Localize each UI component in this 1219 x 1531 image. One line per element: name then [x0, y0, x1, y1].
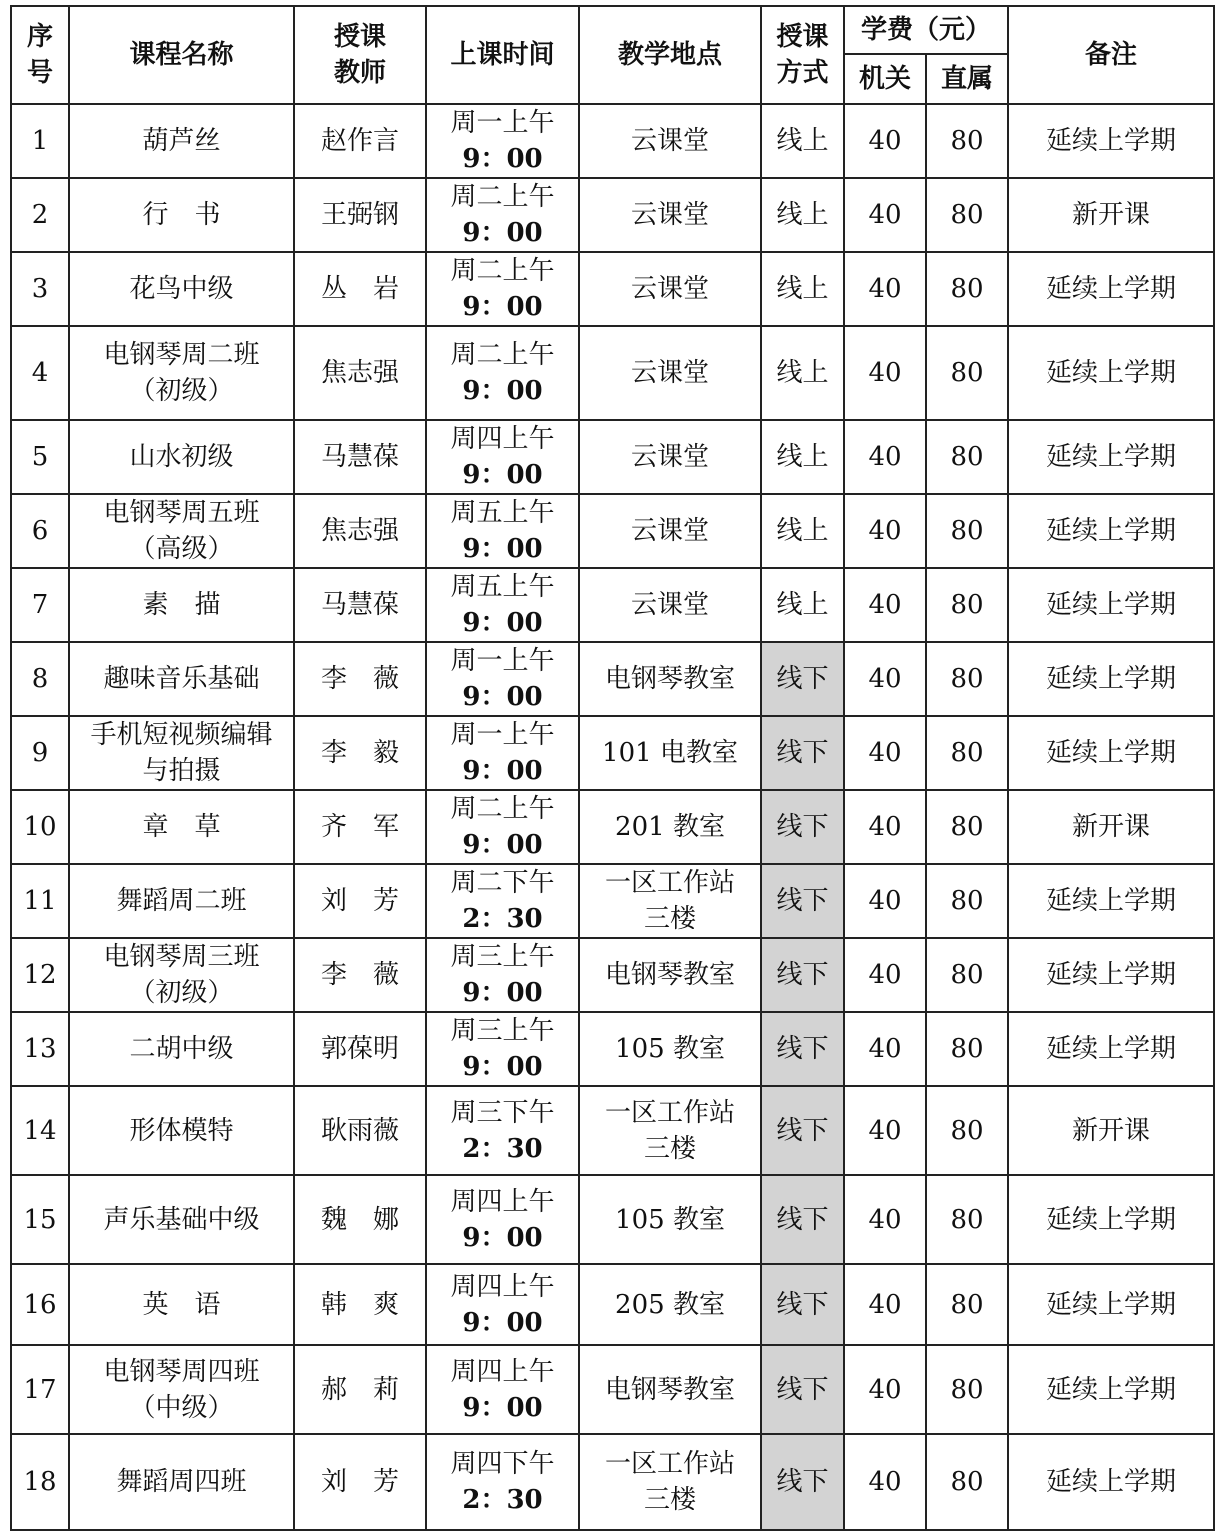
cell-course	[69, 1264, 294, 1345]
table-row	[11, 494, 1214, 568]
cell-place-line: 一区工作站	[604, 1097, 735, 1128]
cell-course-line: 声乐基础中级	[103, 1204, 260, 1235]
cell-note: 新开课	[1008, 178, 1214, 252]
cell-fee-direct: 80	[926, 1175, 1008, 1264]
cell-place	[579, 938, 761, 1012]
cell-time	[426, 1345, 579, 1434]
header-fee: 学费（元）	[844, 6, 1008, 54]
cell-note: 延续上学期	[1008, 1012, 1214, 1086]
cell-time-line: 周四上午	[450, 424, 555, 454]
cell-index: 18	[11, 1434, 69, 1530]
cell-place-line: 云课堂	[630, 442, 709, 472]
cell-time	[426, 494, 579, 568]
cell-course	[69, 790, 294, 864]
cell-teacher: 郭葆明	[294, 1012, 426, 1086]
cell-course-line: 山水初级	[129, 442, 234, 472]
cell-mode: 线上	[761, 326, 844, 420]
cell-place	[579, 326, 761, 420]
cell-place	[579, 1175, 761, 1264]
cell-course-line: 素 描	[142, 590, 221, 620]
cell-course-line: 章 草	[142, 812, 221, 842]
table-row	[11, 1264, 1214, 1345]
cell-time	[426, 1175, 579, 1264]
cell-place-line: 云课堂	[630, 200, 709, 230]
table-body	[11, 104, 1214, 1530]
header-course: 课程名称	[69, 6, 294, 104]
cell-time-line: 9：00	[462, 1307, 543, 1338]
cell-fee-gov: 40	[844, 494, 926, 568]
cell-fee-direct: 80	[926, 1086, 1008, 1175]
cell-place-line: 一区工作站	[604, 1449, 735, 1479]
cell-teacher: 李 薇	[294, 642, 426, 716]
cell-mode: 线下	[761, 938, 844, 1012]
cell-place	[579, 790, 761, 864]
cell-time	[426, 864, 579, 938]
header-teacher-line: 教师	[333, 58, 386, 88]
header-index-line: 序	[26, 22, 53, 52]
cell-course	[69, 1175, 294, 1264]
cell-mode: 线下	[761, 790, 844, 864]
cell-fee-gov: 40	[844, 326, 926, 420]
header-mode-line: 授课	[776, 22, 829, 52]
cell-place	[579, 642, 761, 716]
cell-index: 8	[11, 642, 69, 716]
cell-index: 13	[11, 1012, 69, 1086]
cell-mode: 线上	[761, 104, 844, 178]
cell-place-line: 电钢琴教室	[604, 664, 735, 694]
table-row	[11, 420, 1214, 494]
cell-index: 15	[11, 1175, 69, 1264]
cell-index: 2	[11, 178, 69, 252]
cell-mode: 线下	[761, 1345, 844, 1434]
table-row	[11, 568, 1214, 642]
cell-course-line: 形体模特	[129, 1115, 234, 1146]
cell-index: 3	[11, 252, 69, 326]
cell-note: 延续上学期	[1008, 864, 1214, 938]
cell-index: 7	[11, 568, 69, 642]
cell-fee-direct: 80	[926, 642, 1008, 716]
table-row	[11, 104, 1214, 178]
cell-course	[69, 568, 294, 642]
cell-course-line: （初级）	[129, 978, 234, 1008]
cell-fee-gov: 40	[844, 420, 926, 494]
cell-time-line: 周三上午	[450, 942, 555, 972]
cell-place-line: 云课堂	[630, 590, 709, 620]
cell-course	[69, 420, 294, 494]
cell-note: 延续上学期	[1008, 642, 1214, 716]
cell-course	[69, 326, 294, 420]
cell-place-line: 105 教室	[615, 1034, 725, 1064]
cell-note: 延续上学期	[1008, 1434, 1214, 1530]
cell-place	[579, 716, 761, 790]
cell-time	[426, 938, 579, 1012]
cell-teacher: 齐 军	[294, 790, 426, 864]
cell-index: 16	[11, 1264, 69, 1345]
cell-course-line: 行 书	[142, 200, 221, 230]
cell-fee-gov: 40	[844, 178, 926, 252]
cell-teacher: 马慧葆	[294, 568, 426, 642]
cell-fee-direct: 80	[926, 326, 1008, 420]
cell-time-line: 周二上午	[450, 182, 555, 212]
cell-course-line: 电钢琴周四班	[103, 1356, 260, 1387]
cell-teacher: 郝 莉	[294, 1345, 426, 1434]
cell-fee-gov: 40	[844, 1264, 926, 1345]
cell-place-line: 云课堂	[630, 274, 709, 304]
cell-fee-gov: 40	[844, 1012, 926, 1086]
cell-fee-gov: 40	[844, 938, 926, 1012]
cell-time	[426, 790, 579, 864]
cell-note: 延续上学期	[1008, 420, 1214, 494]
cell-place	[579, 864, 761, 938]
cell-course-line: 葫芦丝	[142, 126, 221, 156]
cell-time-line: 9：00	[462, 144, 543, 174]
cell-course-line: 二胡中级	[129, 1034, 234, 1064]
cell-mode: 线上	[761, 178, 844, 252]
table-row	[11, 252, 1214, 326]
cell-course-line: 趣味音乐基础	[103, 664, 260, 694]
table-header	[11, 6, 1214, 104]
cell-note: 延续上学期	[1008, 568, 1214, 642]
cell-course-line: 电钢琴周二班	[103, 340, 260, 370]
table-row	[11, 1434, 1214, 1530]
cell-place	[579, 1264, 761, 1345]
cell-time	[426, 642, 579, 716]
cell-course	[69, 1012, 294, 1086]
cell-note: 延续上学期	[1008, 494, 1214, 568]
cell-time-line: 9：00	[462, 460, 543, 490]
cell-fee-direct: 80	[926, 104, 1008, 178]
cell-time-line: 9：00	[462, 756, 543, 786]
cell-mode: 线下	[761, 716, 844, 790]
cell-mode: 线下	[761, 1434, 844, 1530]
cell-course-line: 英 语	[142, 1289, 221, 1320]
cell-fee-direct: 80	[926, 178, 1008, 252]
header-time: 上课时间	[426, 6, 579, 104]
cell-place-line: 云课堂	[630, 358, 709, 388]
cell-fee-direct: 80	[926, 252, 1008, 326]
cell-course-line: 电钢琴周三班	[103, 942, 260, 972]
cell-place	[579, 568, 761, 642]
cell-time-line: 周四上午	[450, 1186, 555, 1217]
header-index-line: 号	[26, 58, 53, 88]
cell-course	[69, 178, 294, 252]
header-fee-direct: 直属	[926, 54, 1008, 104]
cell-course-line: 花鸟中级	[129, 274, 234, 304]
cell-course-line: （初级）	[129, 376, 234, 406]
cell-index: 12	[11, 938, 69, 1012]
header-index	[11, 6, 69, 104]
cell-time-line: 9：00	[462, 830, 543, 860]
cell-note: 延续上学期	[1008, 252, 1214, 326]
cell-place	[579, 178, 761, 252]
cell-mode: 线上	[761, 568, 844, 642]
cell-teacher: 赵作言	[294, 104, 426, 178]
cell-mode: 线上	[761, 420, 844, 494]
cell-course	[69, 716, 294, 790]
cell-teacher: 李 薇	[294, 938, 426, 1012]
cell-time	[426, 568, 579, 642]
table-row	[11, 178, 1214, 252]
cell-time-line: 周二上午	[450, 340, 555, 370]
cell-course-line: （高级）	[129, 534, 234, 564]
cell-mode: 线上	[761, 252, 844, 326]
cell-fee-direct: 80	[926, 1434, 1008, 1530]
cell-fee-gov: 40	[844, 1345, 926, 1434]
cell-course	[69, 252, 294, 326]
cell-note: 延续上学期	[1008, 326, 1214, 420]
cell-time-line: 2：30	[462, 1133, 543, 1164]
cell-place	[579, 1434, 761, 1530]
cell-time-line: 周四上午	[450, 1271, 555, 1302]
cell-fee-direct: 80	[926, 1345, 1008, 1434]
cell-fee-direct: 80	[926, 568, 1008, 642]
cell-time-line: 9：00	[462, 292, 543, 322]
cell-time	[426, 1012, 579, 1086]
cell-place-line: 电钢琴教室	[604, 960, 735, 990]
cell-time-line: 9：00	[462, 978, 543, 1008]
cell-fee-gov: 40	[844, 790, 926, 864]
cell-time-line: 周四上午	[450, 1356, 555, 1387]
cell-index: 5	[11, 420, 69, 494]
cell-mode: 线下	[761, 1012, 844, 1086]
cell-time-line: 9：00	[462, 218, 543, 248]
cell-place-line: 电钢琴教室	[604, 1374, 735, 1405]
cell-fee-gov: 40	[844, 252, 926, 326]
cell-time-line: 周一上午	[450, 108, 555, 138]
table-row	[11, 1086, 1214, 1175]
cell-fee-direct: 80	[926, 790, 1008, 864]
cell-teacher: 耿雨薇	[294, 1086, 426, 1175]
cell-course	[69, 938, 294, 1012]
header-place: 教学地点	[579, 6, 761, 104]
cell-index: 6	[11, 494, 69, 568]
cell-index: 14	[11, 1086, 69, 1175]
cell-time-line: 9：00	[462, 682, 543, 712]
cell-teacher: 王弼钢	[294, 178, 426, 252]
cell-index: 4	[11, 326, 69, 420]
cell-place	[579, 1086, 761, 1175]
cell-fee-direct: 80	[926, 864, 1008, 938]
cell-time-line: 9：00	[462, 1222, 543, 1253]
cell-course-line: 舞蹈周四班	[116, 1467, 247, 1497]
header-mode	[761, 6, 844, 104]
cell-place-line: 205 教室	[615, 1289, 725, 1320]
cell-index: 17	[11, 1345, 69, 1434]
cell-teacher: 韩 爽	[294, 1264, 426, 1345]
cell-place-line: 105 教室	[615, 1204, 725, 1235]
table-row	[11, 790, 1214, 864]
cell-course	[69, 494, 294, 568]
cell-time	[426, 1086, 579, 1175]
cell-time	[426, 178, 579, 252]
cell-teacher: 刘 芳	[294, 1434, 426, 1530]
cell-time	[426, 252, 579, 326]
cell-place-line: 三楼	[643, 1133, 696, 1164]
cell-time-line: 周五上午	[450, 572, 555, 602]
cell-fee-gov: 40	[844, 104, 926, 178]
cell-note: 延续上学期	[1008, 938, 1214, 1012]
cell-place	[579, 104, 761, 178]
cell-course	[69, 864, 294, 938]
cell-course	[69, 1434, 294, 1530]
cell-time	[426, 716, 579, 790]
cell-time-line: 2：30	[462, 904, 543, 934]
cell-course	[69, 1345, 294, 1434]
cell-fee-direct: 80	[926, 1012, 1008, 1086]
cell-course-line: （中级）	[129, 1392, 234, 1423]
cell-time-line: 周一上午	[450, 720, 555, 750]
cell-fee-direct: 80	[926, 494, 1008, 568]
cell-course-line: 与拍摄	[142, 756, 221, 786]
cell-time-line: 9：00	[462, 534, 543, 564]
table-row	[11, 716, 1214, 790]
cell-course	[69, 1086, 294, 1175]
header-teacher	[294, 6, 426, 104]
cell-time-line: 周五上午	[450, 498, 555, 528]
cell-place-line: 云课堂	[630, 516, 709, 546]
cell-fee-gov: 40	[844, 642, 926, 716]
cell-time-line: 9：00	[462, 1052, 543, 1082]
cell-place	[579, 1012, 761, 1086]
cell-teacher: 马慧葆	[294, 420, 426, 494]
cell-course-line: 舞蹈周二班	[116, 886, 247, 916]
cell-mode: 线上	[761, 494, 844, 568]
cell-note: 延续上学期	[1008, 716, 1214, 790]
cell-time-line: 周二上午	[450, 256, 555, 286]
cell-note: 延续上学期	[1008, 1345, 1214, 1434]
cell-time-line: 周二上午	[450, 794, 555, 824]
cell-mode: 线下	[761, 1264, 844, 1345]
table-row	[11, 1175, 1214, 1264]
cell-time	[426, 104, 579, 178]
course-schedule-table	[10, 5, 1215, 1531]
cell-place-line: 201 教室	[615, 812, 725, 842]
cell-fee-direct: 80	[926, 420, 1008, 494]
table-row	[11, 642, 1214, 716]
cell-time-line: 周三上午	[450, 1016, 555, 1046]
cell-time	[426, 326, 579, 420]
cell-time-line: 9：00	[462, 376, 543, 406]
cell-course	[69, 104, 294, 178]
table-row	[11, 938, 1214, 1012]
cell-course	[69, 642, 294, 716]
cell-mode: 线下	[761, 642, 844, 716]
cell-note: 新开课	[1008, 1086, 1214, 1175]
cell-place-line: 云课堂	[630, 126, 709, 156]
cell-place-line: 101 电教室	[602, 738, 738, 768]
cell-time	[426, 1264, 579, 1345]
cell-fee-direct: 80	[926, 938, 1008, 1012]
cell-teacher: 刘 芳	[294, 864, 426, 938]
cell-time-line: 2：30	[462, 1485, 543, 1515]
cell-mode: 线下	[761, 864, 844, 938]
cell-teacher: 焦志强	[294, 494, 426, 568]
cell-time-line: 周四下午	[450, 1449, 555, 1479]
cell-index: 11	[11, 864, 69, 938]
cell-note: 延续上学期	[1008, 1264, 1214, 1345]
cell-place-line: 一区工作站	[604, 868, 735, 898]
cell-index: 9	[11, 716, 69, 790]
cell-note: 延续上学期	[1008, 104, 1214, 178]
cell-time	[426, 1434, 579, 1530]
table-row	[11, 1012, 1214, 1086]
header-fee-gov: 机关	[844, 54, 926, 104]
cell-place	[579, 1345, 761, 1434]
cell-note: 延续上学期	[1008, 1175, 1214, 1264]
cell-place	[579, 252, 761, 326]
cell-fee-direct: 80	[926, 1264, 1008, 1345]
cell-time-line: 9：00	[462, 1392, 543, 1423]
cell-teacher: 李 毅	[294, 716, 426, 790]
cell-teacher: 焦志强	[294, 326, 426, 420]
cell-place-line: 三楼	[643, 1485, 696, 1515]
cell-fee-gov: 40	[844, 1175, 926, 1264]
cell-fee-direct: 80	[926, 716, 1008, 790]
cell-time-line: 周三下午	[450, 1097, 555, 1128]
cell-mode: 线下	[761, 1086, 844, 1175]
cell-time-line: 9：00	[462, 608, 543, 638]
cell-place	[579, 494, 761, 568]
cell-fee-gov: 40	[844, 568, 926, 642]
cell-time	[426, 420, 579, 494]
cell-index: 1	[11, 104, 69, 178]
header-mode-line: 方式	[776, 58, 829, 88]
table-row	[11, 326, 1214, 420]
header-note: 备注	[1008, 6, 1214, 104]
header-teacher-line: 授课	[333, 22, 386, 52]
cell-note: 新开课	[1008, 790, 1214, 864]
cell-place	[579, 420, 761, 494]
cell-teacher: 丛 岩	[294, 252, 426, 326]
cell-time-line: 周一上午	[450, 646, 555, 676]
cell-fee-gov: 40	[844, 864, 926, 938]
cell-course-line: 手机短视频编辑	[90, 720, 273, 750]
table-row	[11, 1345, 1214, 1434]
cell-teacher: 魏 娜	[294, 1175, 426, 1264]
cell-fee-gov: 40	[844, 716, 926, 790]
cell-fee-gov: 40	[844, 1086, 926, 1175]
cell-place-line: 三楼	[643, 904, 696, 934]
table-row	[11, 864, 1214, 938]
cell-course-line: 电钢琴周五班	[103, 498, 260, 528]
cell-index: 10	[11, 790, 69, 864]
cell-fee-gov: 40	[844, 1434, 926, 1530]
cell-mode: 线下	[761, 1175, 844, 1264]
cell-time-line: 周二下午	[450, 868, 555, 898]
